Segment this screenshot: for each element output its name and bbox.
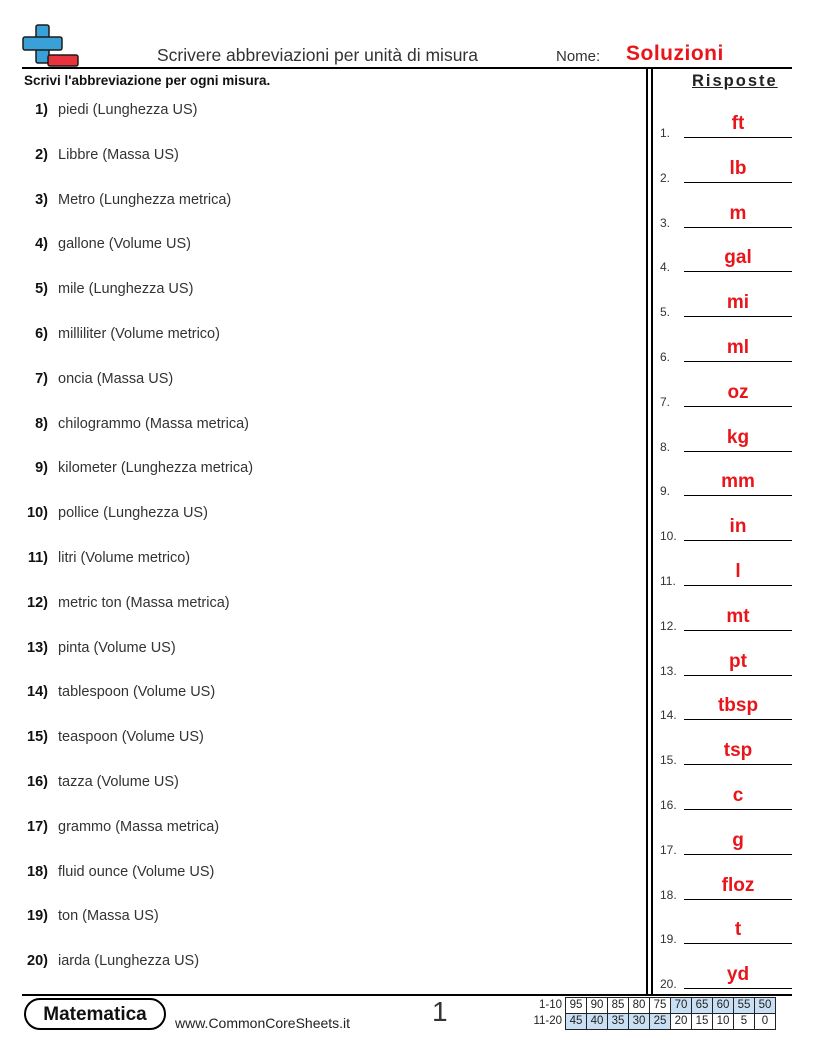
answer-line — [684, 719, 792, 720]
answer-value: ft — [731, 113, 745, 134]
answer-number: 6. — [660, 350, 671, 364]
answer-value: g — [732, 829, 744, 851]
answer-line — [684, 495, 792, 496]
answer-number: 14. — [660, 708, 677, 723]
answer-line — [684, 316, 792, 317]
answer-value: mi — [726, 292, 750, 314]
question-number: 4) — [35, 236, 48, 253]
question-number: 1) — [35, 102, 48, 118]
question-text: teaspoon (Volume US) — [58, 729, 204, 746]
answer-line — [684, 764, 792, 765]
answer-item — [656, 692, 796, 722]
answer-number: 5. — [660, 305, 671, 320]
score-cell: 85 — [608, 998, 629, 1014]
answer-item — [656, 200, 796, 230]
answer-item — [656, 961, 796, 991]
question-text: mile (Lunghezza US) — [58, 281, 194, 298]
score-cell: 75 — [650, 998, 671, 1014]
answer-line — [684, 182, 792, 183]
answer-line — [684, 271, 792, 272]
answer-number: 7. — [660, 394, 671, 409]
question-text: Metro (Lunghezza metrica) — [58, 191, 232, 208]
column-divider — [646, 68, 648, 994]
answer-item — [656, 334, 796, 364]
score-cell: 90 — [587, 998, 608, 1014]
answer-value: lb — [729, 157, 747, 179]
question-item — [0, 953, 640, 975]
question-number: 19) — [27, 908, 48, 925]
score-cell: 15 — [692, 1014, 713, 1030]
question-number: 18) — [27, 863, 48, 880]
score-row — [528, 998, 776, 1014]
question-number: 2) — [35, 146, 48, 163]
question-item — [0, 371, 640, 393]
answer-line — [684, 854, 792, 855]
answer-item — [656, 424, 796, 454]
answer-value: l — [735, 561, 741, 582]
question-text: oncia (Massa US) — [58, 370, 174, 387]
answer-line — [684, 227, 792, 228]
question-item — [0, 326, 640, 348]
answer-number: 15. — [660, 753, 677, 768]
answer-item — [656, 244, 796, 274]
question-item — [0, 774, 640, 796]
answer-item — [656, 916, 796, 946]
name-value: Soluzioni — [626, 42, 724, 65]
score-cell: 45 — [566, 1014, 587, 1030]
answer-item — [656, 648, 796, 678]
question-number: 16) — [27, 774, 48, 790]
answer-item — [656, 827, 796, 857]
answer-item — [656, 872, 796, 902]
question-text: chilogrammo (Massa metrica) — [58, 415, 249, 432]
answer-line — [684, 809, 792, 810]
answer-value: gal — [724, 247, 752, 269]
question-text: pollice (Lunghezza US) — [58, 505, 208, 522]
answer-line — [684, 406, 792, 407]
answers-heading: Risposte — [692, 72, 778, 90]
worksheet-title: Scrivere abbreviazioni per unità di misura — [157, 45, 478, 65]
answer-number: 1. — [660, 126, 671, 140]
instructions: Scrivi l'abbreviazione per ogni misura. — [24, 73, 271, 88]
question-item — [0, 460, 640, 482]
answer-number: 13. — [660, 663, 677, 678]
question-item — [0, 640, 640, 662]
brand-badge: Matematica — [24, 998, 166, 1030]
question-text: fluid ounce (Volume US) — [58, 863, 215, 880]
column-divider — [651, 68, 653, 994]
answer-value: ml — [726, 337, 750, 358]
question-item — [0, 550, 640, 572]
score-row-label: 11-20 — [533, 1015, 562, 1027]
question-text: iarda (Lunghezza US) — [58, 953, 200, 970]
answer-value: tbsp — [717, 695, 759, 717]
score-cell: 30 — [629, 1014, 650, 1030]
question-item — [0, 192, 640, 214]
question-number: 7) — [35, 370, 48, 387]
question-item — [0, 864, 640, 886]
answer-item — [656, 782, 796, 812]
answer-line — [684, 585, 792, 586]
answer-value: mt — [726, 605, 750, 627]
answer-number: 20. — [660, 977, 677, 992]
question-number: 11) — [27, 550, 48, 566]
score-cell: 35 — [608, 1014, 629, 1030]
answer-item — [656, 737, 796, 767]
question-text: tablespoon (Volume US) — [58, 684, 216, 701]
question-item — [0, 102, 640, 124]
question-text: milliliter (Volume metrico) — [58, 326, 220, 342]
score-cell: 20 — [671, 1014, 692, 1030]
answer-value: kg — [726, 426, 750, 448]
question-item — [0, 505, 640, 527]
site-url: www.CommonCoreSheets.it — [175, 1015, 351, 1031]
question-number: 17) — [27, 818, 48, 835]
answer-value: tsp — [723, 740, 753, 762]
question-text: metric ton (Massa metrica) — [58, 594, 230, 611]
question-item — [0, 281, 640, 303]
question-item — [0, 729, 640, 751]
answer-line — [684, 451, 792, 452]
answer-number: 16. — [660, 798, 677, 812]
answer-number: 18. — [660, 887, 677, 902]
answer-value: yd — [726, 964, 750, 986]
score-cell: 10 — [713, 1014, 734, 1030]
answer-line — [684, 361, 792, 362]
answer-item — [656, 110, 796, 140]
answer-item — [656, 155, 796, 185]
question-number: 9) — [35, 460, 48, 477]
answer-number: 2. — [660, 170, 671, 185]
score-row — [528, 1014, 776, 1030]
question-text: litri (Volume metrico) — [58, 550, 191, 566]
answer-number: 9. — [660, 484, 671, 499]
answer-item — [656, 603, 796, 633]
answer-number: 17. — [660, 842, 677, 857]
question-item — [0, 416, 640, 438]
answer-item — [656, 468, 796, 498]
question-text: piedi (Lunghezza US) — [58, 102, 198, 118]
question-item — [0, 908, 640, 930]
answer-line — [684, 899, 792, 900]
question-item — [0, 819, 640, 841]
score-cell: 5 — [734, 1014, 755, 1030]
header-rule — [22, 67, 792, 69]
score-row-label: 1-10 — [538, 999, 562, 1011]
answer-number: 10. — [660, 529, 677, 544]
question-text: kilometer (Lunghezza metrica) — [58, 460, 254, 477]
answer-line — [684, 943, 792, 944]
score-cell: 60 — [713, 998, 734, 1014]
question-number: 13) — [27, 639, 48, 656]
footer-rule — [22, 994, 792, 996]
score-cell: 95 — [566, 998, 587, 1014]
question-number: 10) — [27, 505, 48, 522]
answer-value: floz — [721, 874, 755, 896]
answer-value: c — [732, 785, 744, 806]
question-number: 3) — [35, 191, 48, 208]
question-item — [0, 595, 640, 617]
answer-line — [684, 675, 792, 676]
question-number: 20) — [27, 953, 48, 970]
answer-value: t — [734, 919, 742, 941]
question-item — [0, 147, 640, 169]
score-cell: 80 — [629, 998, 650, 1014]
answer-item — [656, 289, 796, 319]
question-text: grammo (Massa metrica) — [58, 818, 220, 835]
score-cell: 55 — [734, 998, 755, 1014]
answer-number: 3. — [660, 215, 671, 230]
question-text: tazza (Volume US) — [58, 774, 179, 790]
question-text: ton (Massa US) — [58, 908, 159, 925]
answer-value: in — [729, 516, 747, 538]
answer-line — [684, 988, 792, 989]
question-item — [0, 684, 640, 706]
score-cell: 70 — [671, 998, 692, 1014]
question-number: 15) — [27, 729, 48, 746]
answer-number: 19. — [660, 932, 677, 947]
question-text: gallone (Volume US) — [58, 236, 191, 253]
score-cell: 65 — [692, 998, 713, 1014]
answer-value: pt — [729, 650, 747, 672]
name-label: Nome: — [556, 48, 601, 65]
question-number: 8) — [35, 415, 48, 432]
score-cell: 40 — [587, 1014, 608, 1030]
score-cell: 0 — [755, 1014, 776, 1030]
answer-value: m — [729, 202, 747, 224]
plus-minus-logo-icon — [22, 24, 80, 68]
question-number: 5) — [35, 281, 48, 298]
answer-number: 4. — [660, 260, 671, 275]
answer-number: 8. — [660, 439, 671, 454]
answer-value: mm — [721, 471, 755, 493]
answer-number: 11. — [660, 574, 676, 588]
question-number: 14) — [27, 684, 48, 701]
question-number: 12) — [27, 594, 48, 611]
question-number: 6) — [35, 326, 48, 342]
score-cell: 50 — [755, 998, 776, 1014]
answer-item — [656, 558, 796, 588]
question-text: Libbre (Massa US) — [58, 146, 179, 163]
answer-number: 12. — [660, 618, 677, 633]
question-item — [0, 236, 640, 258]
answer-value: oz — [727, 381, 749, 403]
answer-item — [656, 513, 796, 543]
score-table — [528, 997, 776, 1030]
page-number: 1 — [432, 996, 448, 1027]
answer-line — [684, 630, 792, 631]
answer-line — [684, 137, 792, 138]
answer-line — [684, 540, 792, 541]
question-text: pinta (Volume US) — [58, 639, 176, 656]
score-cell: 25 — [650, 1014, 671, 1030]
answer-item — [656, 379, 796, 409]
